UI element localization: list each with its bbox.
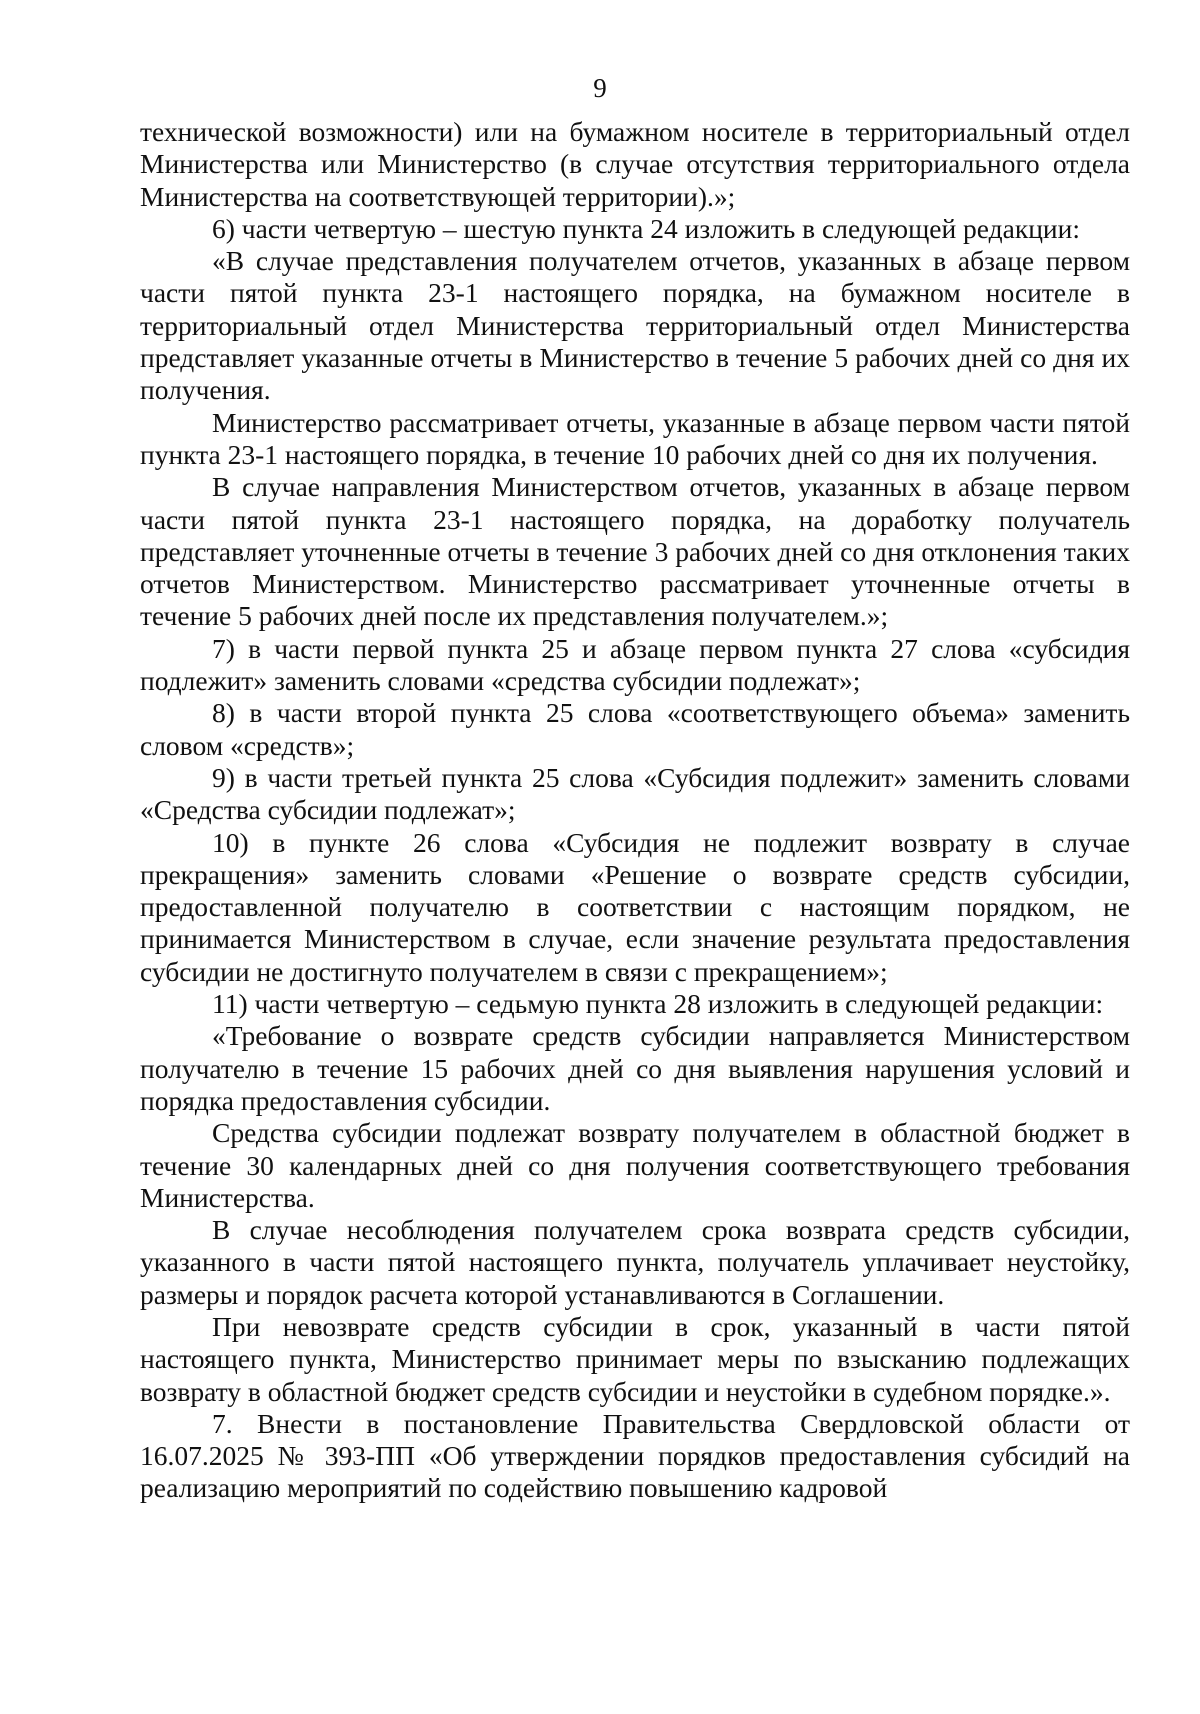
paragraph: Средства субсидии подлежат возврату получателем в областной бюджет в течение 30 календарных дней со дня получения соответствующего требования Министерства. [140,1117,1130,1213]
paragraph: «В случае представления получателем отчетов, указанных в абзаце первом части пятой пункта 23-1 настоящего порядка, на бумажном носителе в территориальный отдел Министерства территориальный отдел Министерства представляет указанные отчеты в Министерство в течение 5 рабочих дней со дня их получения. [140,245,1130,406]
paragraph: технической возможности) или на бумажном носителе в территориальный отдел Министерства или Министерство (в случае отсутствия территориального отдела Министерства на соответствующей территории).»; [140,116,1130,212]
paragraph: 8) в части второй пункта 25 слова «соответствующего объема» заменить словом «средств»; [140,697,1130,761]
paragraph: Министерство рассматривает отчеты, указанные в абзаце первом части пятой пункта 23-1 настоящего порядка, в течение 10 рабочих дней со дня их получения. [140,406,1130,470]
paragraph: При невозврате средств субсидии в срок, указанный в части пятой настоящего пункта, Министерство принимает меры по взысканию подлежащих возврату в областной бюджет средств субсидии и неустойки в судебном порядке.». [140,1310,1130,1407]
document-body [140,116,1130,1505]
paragraph: В случае несоблюдения получателем срока возврата средств субсидии, указанного в части пятой настоящего пункта, получатель уплачивает неустойку, размеры и порядок расчета которой устанавливаются в Соглашении. [140,1214,1130,1310]
paragraph: «Требование о возврате средств субсидии направляется Министерством получателю в течение 15 рабочих дней со дня выявления нарушения условий и порядка предоставления субсидии. [140,1020,1130,1116]
paragraph: 11) части четвертую – седьмую пункта 28 изложить в следующей редакции: [212,988,1104,1020]
paragraph: 7) в части первой пункта 25 и абзаце первом пункта 27 слова «субсидия подлежит» заменить словами «средства субсидии подлежат»; [140,632,1130,697]
paragraph: В случае направления Министерством отчетов, указанных в абзаце первом части пятой пункта 23-1 настоящего порядка, на доработку получатель представляет уточненные отчеты в течение 3 рабочих дней со дня отклонения таких отчетов Министерством. Министерство рассматривает уточненные отчеты в течение 5 рабочих дней после их представления получателем.»; [140,471,1130,632]
paragraph: 10) в пункте 26 слова «Субсидия не подлежит возврату в случае прекращения» заменить словами «Решение о возврате средств субсидии, предоставленной получателю в соответствии с настоящим порядком, не принимается Министерством в случае, если значение результата предоставления субсидии не достигнуто получателем в связи с прекращением»; [140,826,1130,987]
page-number: 9 [593,73,607,103]
paragraph: 9) в части третьей пункта 25 слова «Субсидия подлежит» заменить словами «Средства субсидии подлежат»; [140,761,1130,826]
paragraph: 7. Внести в постановление Правительства Свердловской области от 16.07.2025 № 393-ПП «Об утверждении порядков предоставления субсидий на реализацию мероприятий по содействию повышению кадровой [140,1407,1130,1504]
paragraph: 6) части четвертую – шестую пункта 24 изложить в следующей редакции: [212,212,1080,244]
